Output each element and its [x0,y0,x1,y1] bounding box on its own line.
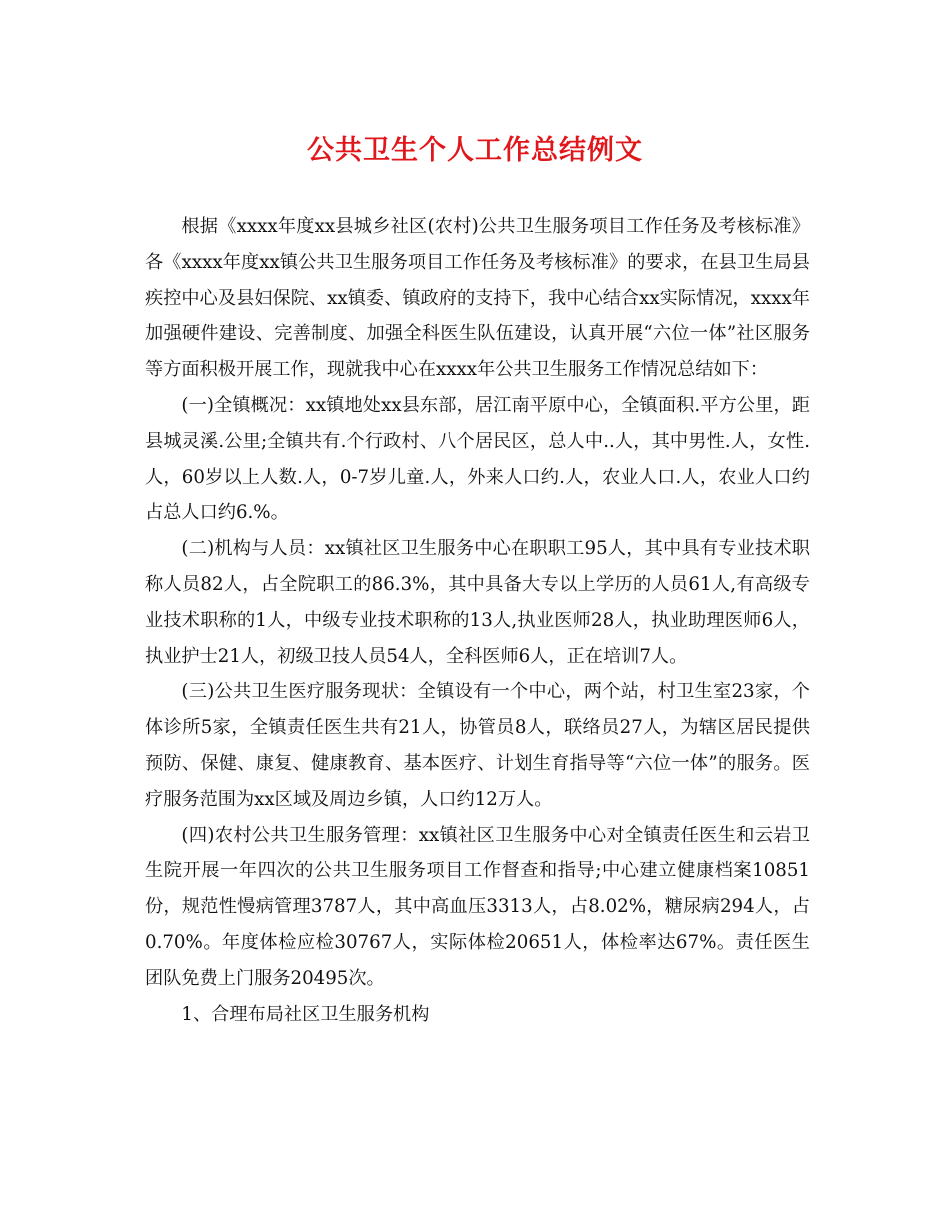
document-title: 公共卫生个人工作总结例文 [307,135,643,166]
document-body [145,209,810,1032]
paragraph-service-status: (三)公共卫生医疗服务现状：全镇设有一个中心，两个站，村卫生室23家，个体诊所5家，全镇责任医生共有21人，协管员8人，联络员27人，为辖区居民提供预防、保健、康复、健康教育、基本医疗、计划生育指导等“六位一体”的服务。医疗服务范围为xx区域及周边乡镇，人口约12万人。 [145,681,810,810]
paragraph-intro: 根据《xxxx年度xx县城乡社区(农村)公共卫生服务项目工作任务及考核标准》各《xxxx年度xx镇公共卫生服务项目工作任务及考核标准》的要求，在县卫生局县疾控中心及县妇保院、xx镇委、镇政府的支持下，我中心结合xx实际情况，xxxx年加强硬件建设、完善制度、加强全科医生队伍建设，认真开展“六位一体”社区服务等方面积极开展工作，现就我中心在xxxx年公共卫生服务工作情况总结如下： [145,216,810,381]
paragraph-section-heading: 1、合理布局社区卫生服务机构 [181,1003,430,1025]
paragraph-institution-staff: (二)机构与人员：xx镇社区卫生服务中心在职职工95人，其中具有专业技术职称人员82人，占全院职工的86.3%，其中具备大专以上学历的人员61人,有高级专业技术职称的1人，中级专业技术职称的13人,执业医师28人，执业助理医师6人，执业护士21人，初级卫技人员54人，全科医师6人，正在培训7人。 [145,538,810,667]
paragraph-rural-management: (四)农村公共卫生服务管理：xx镇社区卫生服务中心对全镇责任医生和云岩卫生院开展一年四次的公共卫生服务项目工作督查和指导;中心建立健康档案10851份，规范性慢病管理3787人，其中高血压3313人，占8.02%，糖尿病294人，占0.70%。年度体检应检30767人，实际体检20651人，体检率达67%。责任医生团队免费上门服务20495次。 [145,824,810,989]
paragraph-town-overview: (一)全镇概况：xx镇地处xx县东部，居江南平原中心，全镇面积.平方公里，距县城灵溪.公里;全镇共有.个行政村、八个居民区，总人中..人，其中男性.人，女性.人，60岁以上人数.人，0-7岁儿童.人，外来人口约.人，农业人口.人，农业人口约占总人口约6.%。 [145,394,810,524]
